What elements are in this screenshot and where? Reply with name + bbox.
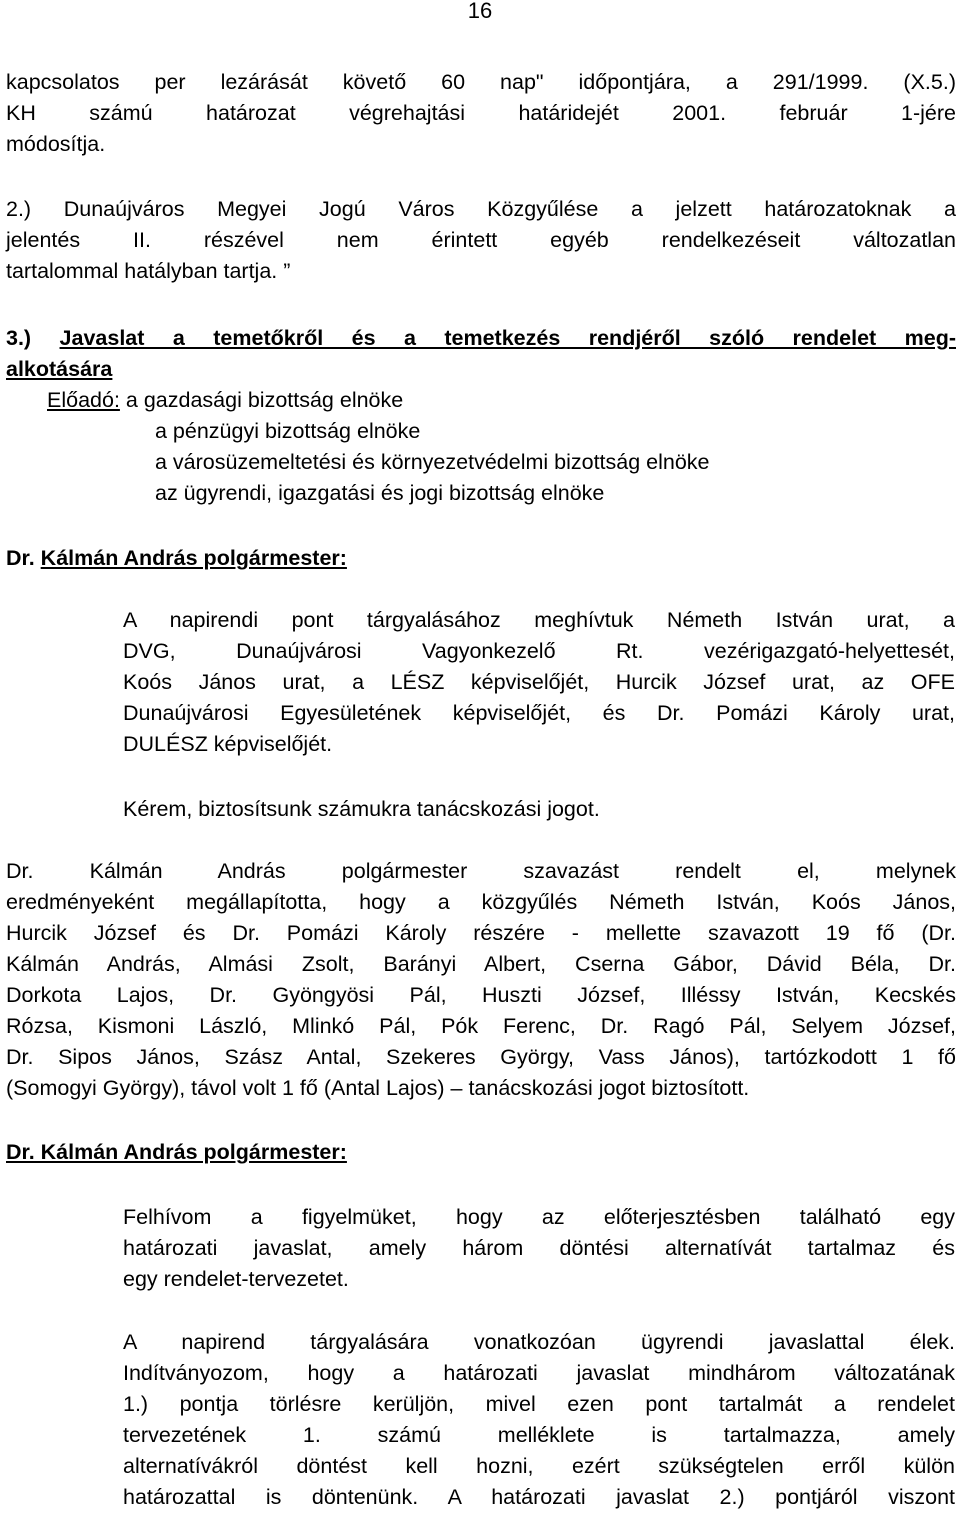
- presenters-block: [47, 385, 907, 416]
- text-line: módosítja.: [6, 132, 106, 156]
- intro-paragraph-1: [6, 67, 956, 160]
- agenda-title-text: Javaslat a temetőkről és a temetkezés rendjéről szóló rendelet meg-: [59, 326, 956, 350]
- text-line: 1.) pontja törlésre kerüljön, mivel ezen pont tartalmát a rendelet: [123, 1392, 955, 1416]
- presenters-list: [155, 416, 915, 509]
- text-line: Indítványozom, hogy a határozati javaslat mindhárom változatának: [123, 1361, 955, 1385]
- presenter-label: Előadó:: [47, 388, 120, 412]
- text-line: Hurcik József és Dr. Pomázi Károly részére - mellette szavazott 19 fő (Dr.: [6, 921, 956, 945]
- text-line: Dunaújvárosi Egyesületének képviselőjét, és Dr. Pomázi Károly urat,: [123, 701, 955, 725]
- text-line: alternatívákról döntést kell hozni, ezért szükségtelen erről külön: [123, 1454, 955, 1478]
- speaker-name: Dr. Kálmán András polgármester:: [6, 1140, 347, 1164]
- text-line: Dr. Kálmán András polgármester szavazást rendelt el, melynek: [6, 859, 956, 883]
- agenda-number: 3.): [6, 326, 32, 350]
- text-line: kapcsolatos per lezárását követő 60 nap" időpontjára, a 291/1999. (X.5.): [6, 70, 956, 94]
- page-number: 16: [467, 0, 493, 23]
- text-line: Kálmán András, Almási Zsolt, Barányi Albert, Cserna Gábor, Dávid Béla, Dr.: [6, 952, 956, 976]
- text-line: egy rendelet-tervezetet.: [123, 1267, 349, 1291]
- text-line: Kérem, biztosítsunk számukra tanácskozási jogot.: [123, 797, 600, 821]
- text-line: Koós János urat, a LÉSZ képviselőjét, Hurcik József urat, az OFE: [123, 670, 955, 694]
- statement-paragraph: [123, 1327, 955, 1513]
- presenter-item: a pénzügyi bizottság elnöke: [155, 419, 421, 443]
- speaker-name: Kálmán András polgármester:: [40, 546, 347, 570]
- text-line: KH számú határozat végrehajtási határidejét 2001. február 1-jére: [6, 101, 956, 125]
- text-line: (Somogyi György), távol volt 1 fő (Antal Lajos) – tanácskozási jogot biztosított.: [6, 1076, 750, 1100]
- statement-paragraph: [123, 1202, 955, 1295]
- agenda-title: [6, 323, 956, 385]
- text-line: Dorkota Lajos, Dr. Gyöngyösi Pál, Huszti József, Illéssy István, Kecskés: [6, 983, 956, 1007]
- text-line: tartalommal hatályban tartja. ”: [6, 259, 291, 283]
- presenter-item: az ügyrendi, igazgatási és jogi bizottság elnöke: [155, 481, 605, 505]
- text-line: DVG, Dunaújvárosi Vagyonkezelő Rt. vezérigazgató-helyettesét,: [123, 639, 955, 663]
- text-line: Felhívom a figyelmüket, hogy az előterjesztésben található egy: [123, 1205, 955, 1229]
- text-line: Dr. Sipos János, Szász Antal, Szekeres György, Vass János), tartózkodott 1 fő: [6, 1045, 956, 1069]
- text-line: határozattal is döntenünk. A határozati javaslat 2.) pontjáról viszont: [123, 1485, 955, 1509]
- text-line: DULÉSZ képviselőjét.: [123, 732, 333, 756]
- text-line: tervezetének 1. számú melléklete is tartalmazza, amely: [123, 1423, 955, 1447]
- agenda-title-line: [6, 323, 956, 354]
- presenter-item: a városüzemeltetési és környezetvédelmi bizottság elnöke: [155, 450, 710, 474]
- text-line: 2.) Dunaújváros Megyei Jogú Város Közgyűlése a jelzett határozatoknak a: [6, 197, 956, 221]
- text-line: A napirend tárgyalására vonatkozóan ügyrendi javaslattal élek.: [123, 1330, 955, 1354]
- statement-paragraph: [123, 794, 955, 825]
- text-line: Rózsa, Kismoni László, Mlinkó Pál, Pók Ferenc, Dr. Ragó Pál, Selyem József,: [6, 1014, 956, 1038]
- presenter-item: a gazdasági bizottság elnöke: [125, 388, 404, 412]
- text-line: jelentés II. részével nem érintett egyéb rendelkezéseit változatlan: [6, 228, 956, 252]
- speaker-title: Dr.: [6, 546, 35, 570]
- agenda-title-text: alkotására: [6, 357, 113, 381]
- text-line: eredményeként megállapította, hogy a közgyűlés Németh István, Koós János,: [6, 890, 956, 914]
- statement-paragraph: [123, 605, 955, 760]
- text-line: A napirendi pont tárgyalásához meghívtuk Németh István urat, a: [123, 608, 955, 632]
- speaker-heading: [6, 1137, 956, 1168]
- text-line: határozati javaslat, amely három döntési alternatívát tartalmaz és: [123, 1236, 955, 1260]
- speaker-heading: [6, 543, 956, 574]
- vote-paragraph: [6, 856, 956, 1104]
- intro-paragraph-2: [6, 194, 956, 287]
